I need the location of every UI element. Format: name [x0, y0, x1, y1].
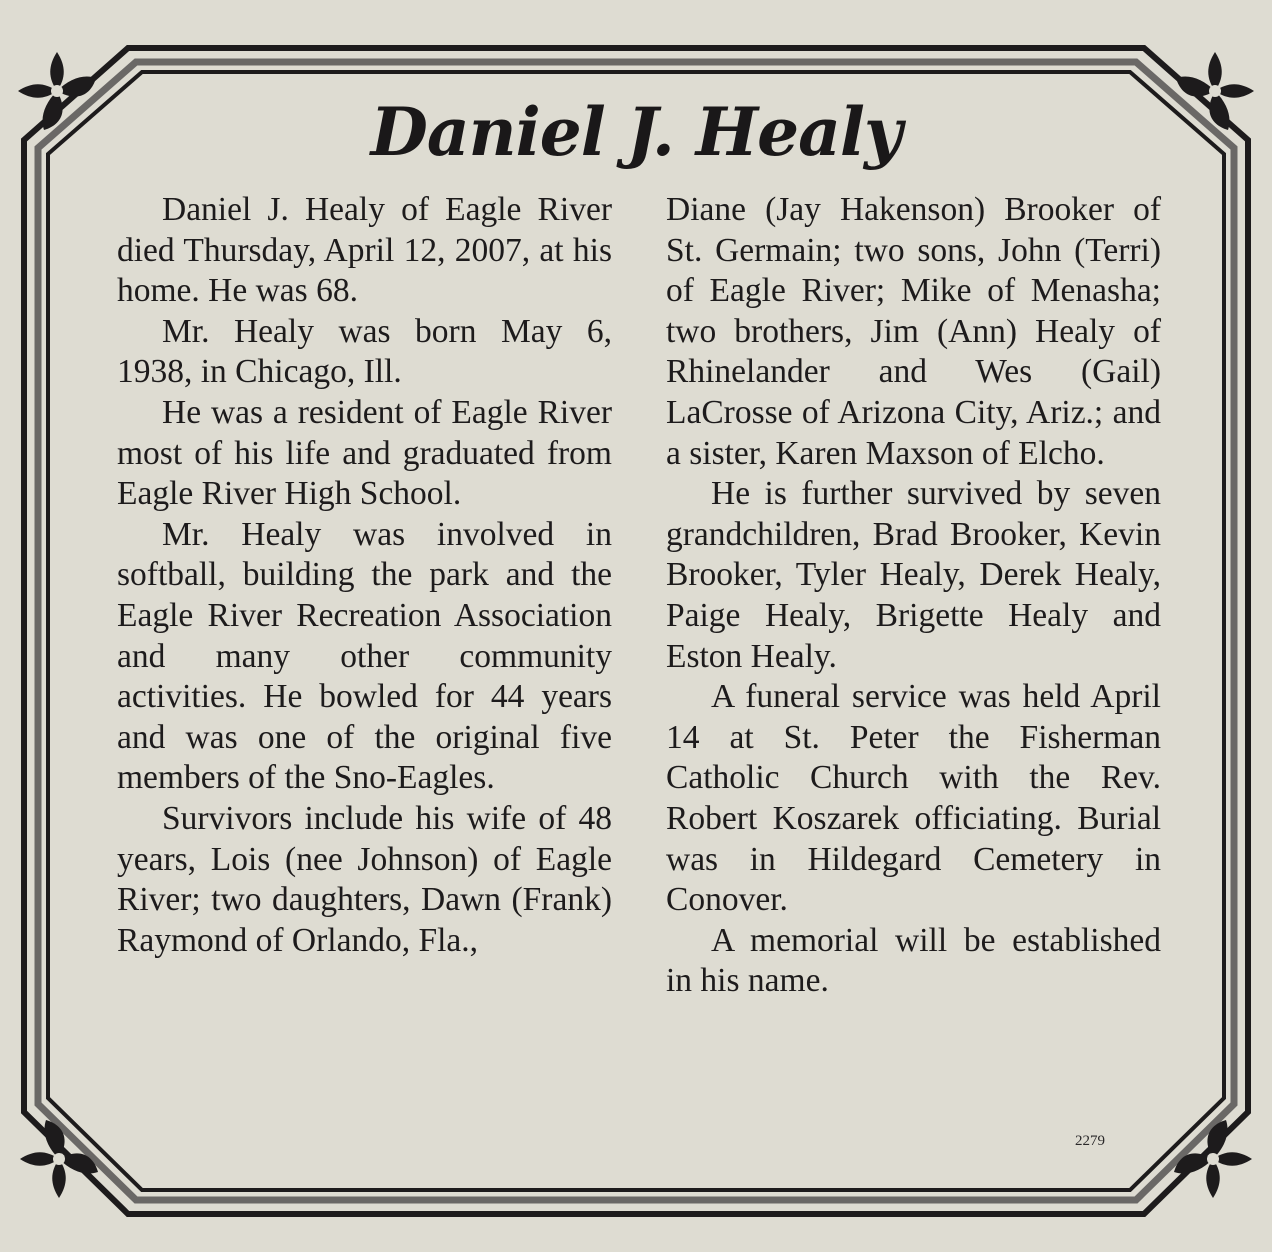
paragraph-funeral: A funeral service was held April 14 at St. Peter the Fisherman Catholic Church with the Rev. Robert Koszarek officiating. Burial was in Hildegard Cemetery in Conover. — [666, 678, 1161, 919]
paragraph-survivors: Survivors include his wife of 48 years, Lois (nee Johnson) of Eagle River; two daughters, Dawn (Frank) Raymond of Orlando, Fla., — [117, 799, 612, 959]
fleur-ornament-icon — [16, 1116, 102, 1202]
notice-code: 2279 — [1075, 1133, 1105, 1149]
paragraph-residence: He was a resident of Eagle River most of his life and graduated from Eagle River High School. — [117, 393, 612, 513]
paragraph-survivors-continued: Diane (Jay Hakenson) Brooker of St. Germain; two sons, John (Terri) of Eagle River; Mike of Menasha; two brothers, Jim (Ann) Healy of Rhinelander and Wes (Gail) LaCrosse of Arizona City, Ariz.; and a sister, Karen Maxson of Elcho. — [666, 191, 1161, 472]
paragraph-memorial: A memorial will be established in his name. — [666, 921, 1161, 1000]
paragraph-grandchildren: He is further survived by seven grandchildren, Brad Brooker, Kevin Brooker, Tyler Healy, Derek Healy, Paige Healy, Brigette Healy and Eston Healy. — [666, 475, 1161, 675]
fleur-ornament-icon — [1170, 1116, 1256, 1202]
right-column — [666, 190, 1161, 1002]
obituary-title: Daniel J. Healy — [370, 93, 902, 171]
paragraph-activities: Mr. Healy was involved in softball, building the park and the Eagle River Recreation Association and many other community activities. He bowled for 44 years and was one of the original five members of the Sno-Eagles. — [117, 515, 612, 797]
left-column — [117, 190, 612, 961]
paragraph-death: Daniel J. Healy of Eagle River died Thursday, April 12, 2007, at his home. He was 68. — [117, 191, 612, 310]
paragraph-birth: Mr. Healy was born May 6, 1938, in Chicago, Ill. — [117, 312, 612, 391]
